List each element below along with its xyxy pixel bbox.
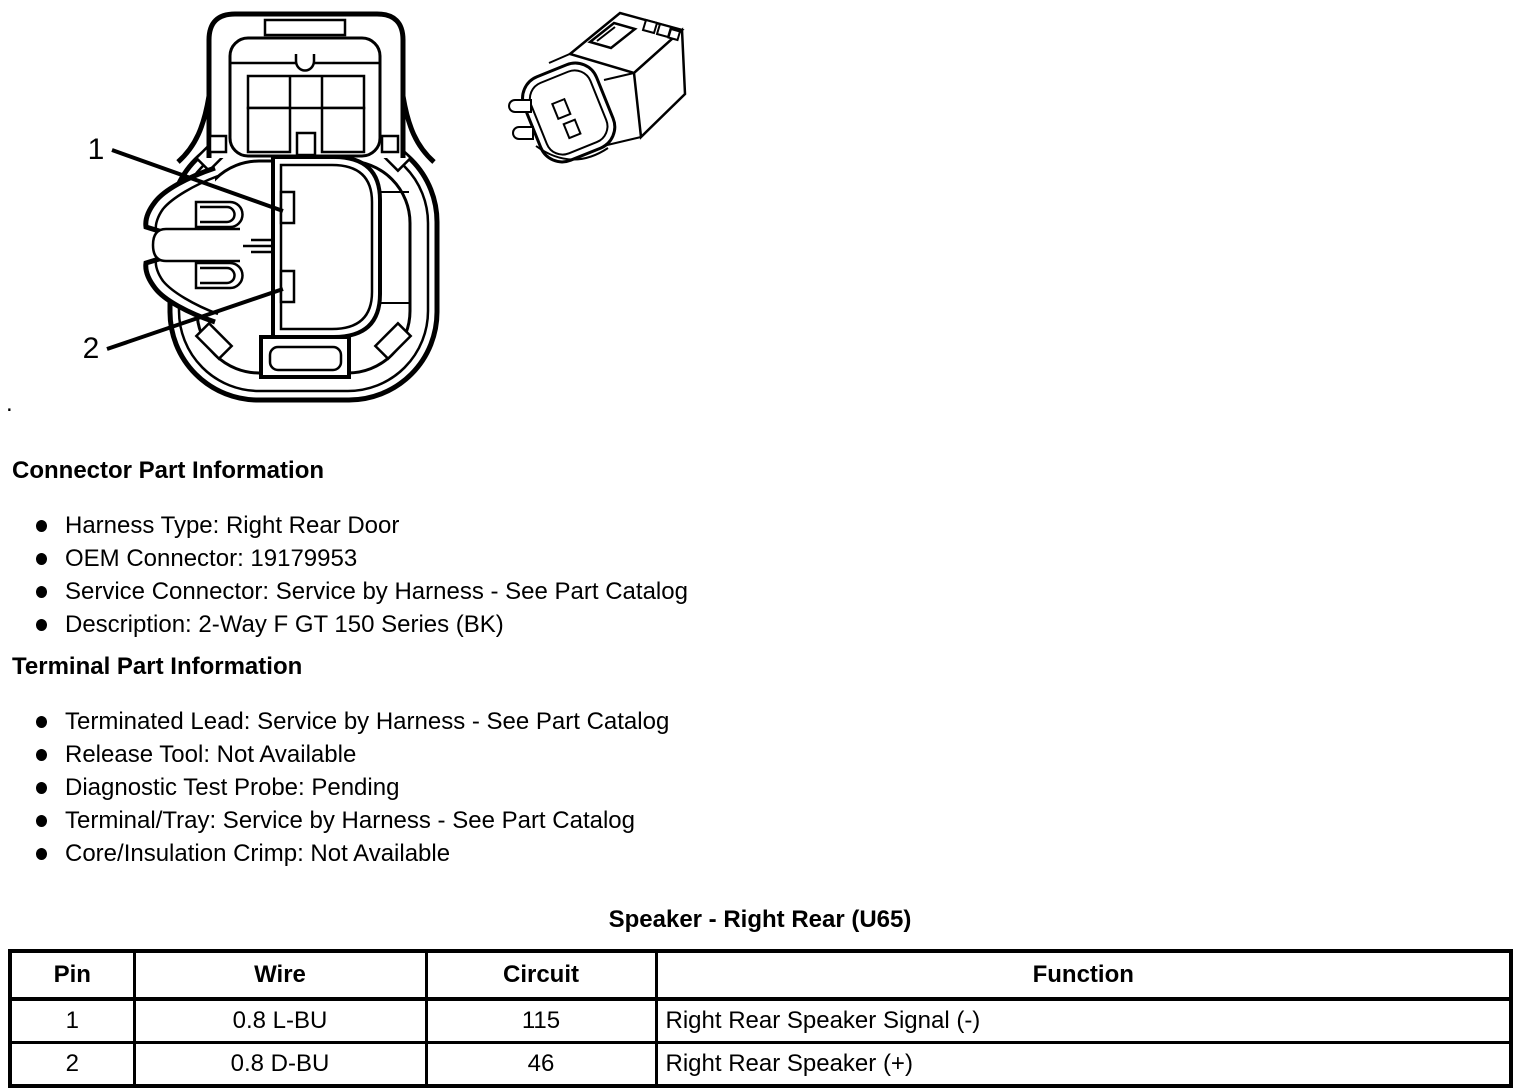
callout-2-label: 2 <box>82 332 100 365</box>
connector-diagram-svg <box>0 0 760 440</box>
bullet-icon <box>36 619 47 631</box>
column-header-wire: Wire <box>134 951 426 999</box>
list-item <box>12 738 669 771</box>
list-item-text: Terminated Lead: Service by Harness - See Part Catalog <box>65 707 670 735</box>
tower-flare-right <box>403 96 434 162</box>
callout-1-label: 1 <box>87 133 105 166</box>
iso-rib <box>643 20 657 33</box>
list-item <box>12 608 688 641</box>
connector-part-info-list <box>12 509 688 641</box>
terminal-part-info-heading: Terminal Part Information <box>12 653 303 680</box>
latch-stem <box>297 133 315 155</box>
list-item-text: Diagnostic Test Probe: Pending <box>65 773 400 801</box>
keyway-channel-fill <box>153 229 240 261</box>
list-item <box>12 542 688 575</box>
list-item <box>12 837 669 870</box>
terminal-2-cavity <box>281 271 294 302</box>
list-item <box>12 575 688 608</box>
column-header-function: Function <box>656 951 1511 999</box>
cell-function: Right Rear Speaker (+) <box>656 1043 1511 1087</box>
list-item-text: Harness Type: Right Rear Door <box>65 511 400 539</box>
terminal-cavity <box>273 157 380 337</box>
stray-period-mark: . <box>6 390 13 417</box>
list-item <box>12 771 669 804</box>
bullet-icon <box>36 749 47 761</box>
terminal-part-info-list <box>12 705 669 870</box>
table-row <box>10 1043 1511 1087</box>
list-item-text: Terminal/Tray: Service by Harness - See Part Catalog <box>65 806 635 834</box>
connector-front-view <box>146 14 437 400</box>
table-header-row <box>10 951 1511 999</box>
cell-circuit: 46 <box>426 1043 656 1087</box>
column-header-pin: Pin <box>10 951 134 999</box>
tower-key-left <box>210 136 226 152</box>
bullet-icon <box>36 848 47 860</box>
latch-block-right <box>322 108 364 152</box>
tower-top-tab <box>265 20 345 35</box>
lock-tab-lower-inner <box>270 347 341 370</box>
pinout-table-title: Speaker - Right Rear (U65) <box>608 906 912 933</box>
bullet-icon <box>36 553 47 565</box>
pinout-table <box>8 949 1513 1088</box>
table-row <box>10 999 1511 1043</box>
connector-side-view <box>509 13 685 169</box>
list-item <box>12 705 669 738</box>
bullet-icon <box>36 782 47 794</box>
bullet-icon <box>36 520 47 532</box>
list-item-text: Description: 2-Way F GT 150 Series (BK) <box>65 610 504 638</box>
latch-bar <box>248 76 364 108</box>
bullet-icon <box>36 586 47 598</box>
list-item-text: Release Tool: Not Available <box>65 740 357 768</box>
cell-pin: 2 <box>10 1043 134 1087</box>
connector-diagram <box>0 0 760 440</box>
terminal-1-cavity <box>281 192 294 223</box>
cell-wire: 0.8 D-BU <box>134 1043 426 1087</box>
column-header-circuit: Circuit <box>426 951 656 999</box>
cell-function: Right Rear Speaker Signal (-) <box>656 999 1511 1043</box>
list-item-text: Core/Insulation Crimp: Not Available <box>65 839 451 867</box>
iso-rib <box>669 29 681 40</box>
connector-part-info-heading: Connector Part Information <box>12 457 325 484</box>
latch-detent-notch <box>296 54 314 71</box>
bullet-icon <box>36 815 47 827</box>
bullet-icon <box>36 716 47 728</box>
cell-circuit: 115 <box>426 999 656 1043</box>
cell-wire: 0.8 L-BU <box>134 999 426 1043</box>
tower-key-right <box>382 136 398 152</box>
iso-prong <box>509 100 531 112</box>
iso-prong <box>513 127 533 139</box>
cell-pin: 1 <box>10 999 134 1043</box>
list-item-text: Service Connector: Service by Harness - See Part Catalog <box>65 577 688 605</box>
list-item-text: OEM Connector: 19179953 <box>65 544 358 572</box>
list-item <box>12 509 688 542</box>
list-item <box>12 804 669 837</box>
latch-block-left <box>248 108 290 152</box>
